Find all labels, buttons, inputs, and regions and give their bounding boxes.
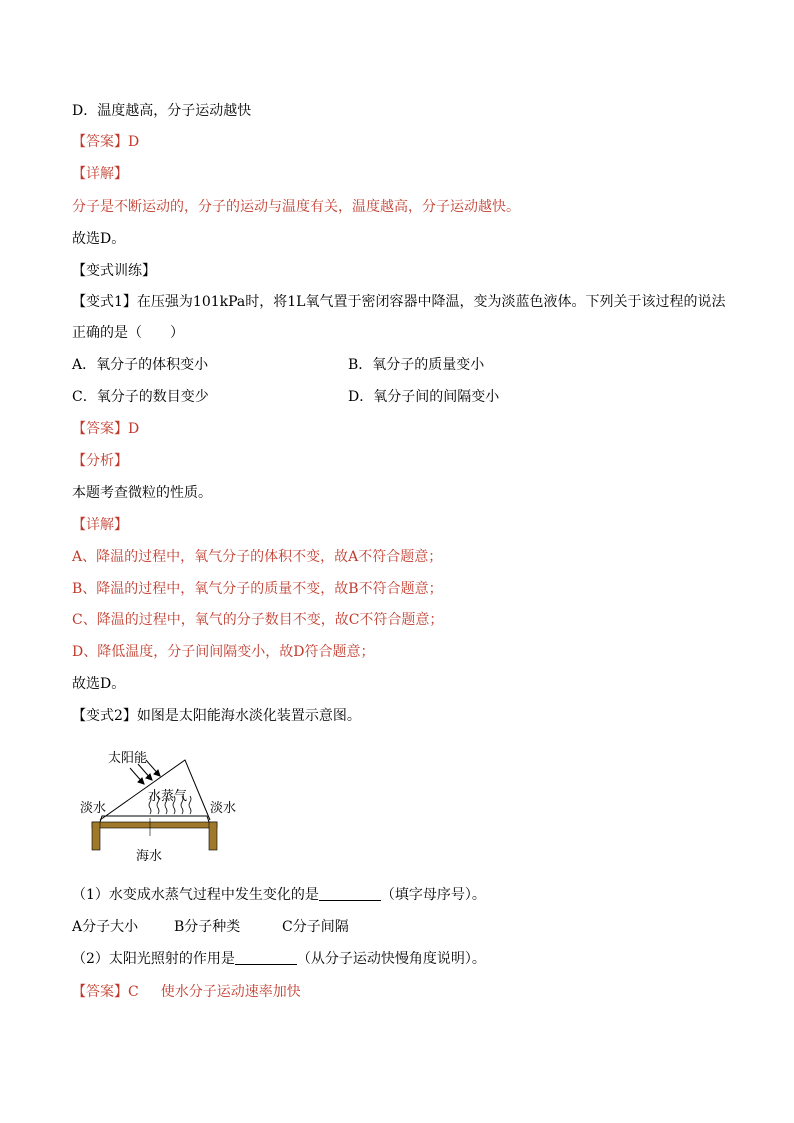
variant1-option-b: B．氧分子的质量变小 — [348, 357, 485, 373]
variant2-stem: 【变式2】如图是太阳能海水淡化装置示意图。 — [72, 708, 361, 724]
variant1-answer: 【答案】D — [72, 421, 140, 437]
detail-text: 分子是不断运动的，分子的运动与温度有关，温度越高，分子运动越快。 — [72, 199, 520, 215]
variant1-analysis-text: 本题考查微粒的性质。 — [72, 485, 212, 501]
variant1-detail-a: A、降温的过程中，氧气分子的体积不变，故A不符合题意； — [72, 549, 443, 565]
variant1-conclusion: 故选D。 — [72, 676, 126, 692]
base-plate — [92, 822, 217, 828]
option-d: D．温度越高，分子运动越快 — [72, 103, 252, 119]
q2-suffix: （从分子运动快慢角度说明）。 — [296, 951, 486, 967]
seawater-label: 海水 — [136, 849, 163, 864]
variant1-detail-b: B、降温的过程中，氧气分子的质量不变，故B不符合题意； — [72, 581, 443, 597]
variant2-q2 — [72, 949, 486, 969]
sun-label: 太阳能 — [108, 751, 148, 766]
variant1-detail-d: D、降低温度，分子间间隔变小，故D符合题意； — [72, 644, 375, 660]
q1-suffix: （填字母序号）。 — [380, 887, 486, 903]
variant-section-title: 【变式训练】 — [72, 263, 156, 279]
q2-prefix: （2）太阳光照射的作用是 — [72, 951, 235, 967]
vapor-label: 水蒸气 — [148, 789, 188, 804]
q1-answer-blank[interactable] — [319, 886, 381, 901]
variant1-stem-line1: 【变式1】在压强为101kPa时，将1L氧气置于密闭容器中降温，变为淡蓝色液体。下列关于该过程的说法 — [72, 294, 726, 310]
variant2-q1 — [72, 885, 486, 905]
variant1-detail-label: 【详解】 — [72, 517, 128, 533]
q1-option-a: A分子大小 — [72, 919, 139, 935]
fresh-water-right-label: 淡水 — [210, 801, 237, 816]
variant2-answer-text: 使水分子运动速率加快 — [160, 984, 301, 1000]
left-leg — [92, 822, 100, 850]
basin — [100, 816, 209, 822]
q1-option-c: C分子间隔 — [282, 919, 349, 935]
conclusion: 故选D。 — [72, 231, 126, 247]
variant1-option-c: C．氧分子的数目变少 — [72, 389, 209, 405]
answer: 【答案】D — [72, 134, 140, 150]
q1-prefix: （1）水变成水蒸气过程中发生变化的是 — [72, 887, 319, 903]
variant1-stem-line2: 正确的是（ ） — [72, 325, 184, 341]
variant2-answer — [72, 982, 301, 1002]
detail-label: 【详解】 — [72, 166, 128, 182]
variant1-detail-c: C、降温的过程中，氧气的分子数目不变，故C不符合题意； — [72, 612, 444, 628]
fresh-water-left-label: 淡水 — [80, 801, 107, 816]
q1-option-b: B分子种类 — [174, 919, 241, 935]
variant1-analysis-label: 【分析】 — [72, 453, 128, 469]
q2-answer-blank[interactable] — [235, 950, 297, 965]
variant1-option-d: D．氧分子间的间隔变小 — [348, 389, 500, 405]
right-leg — [209, 822, 217, 850]
variant2-answer-label: 【答案】C — [72, 984, 139, 1000]
desalination-diagram — [80, 740, 240, 870]
variant1-option-a: A．氧分子的体积变小 — [72, 357, 209, 373]
